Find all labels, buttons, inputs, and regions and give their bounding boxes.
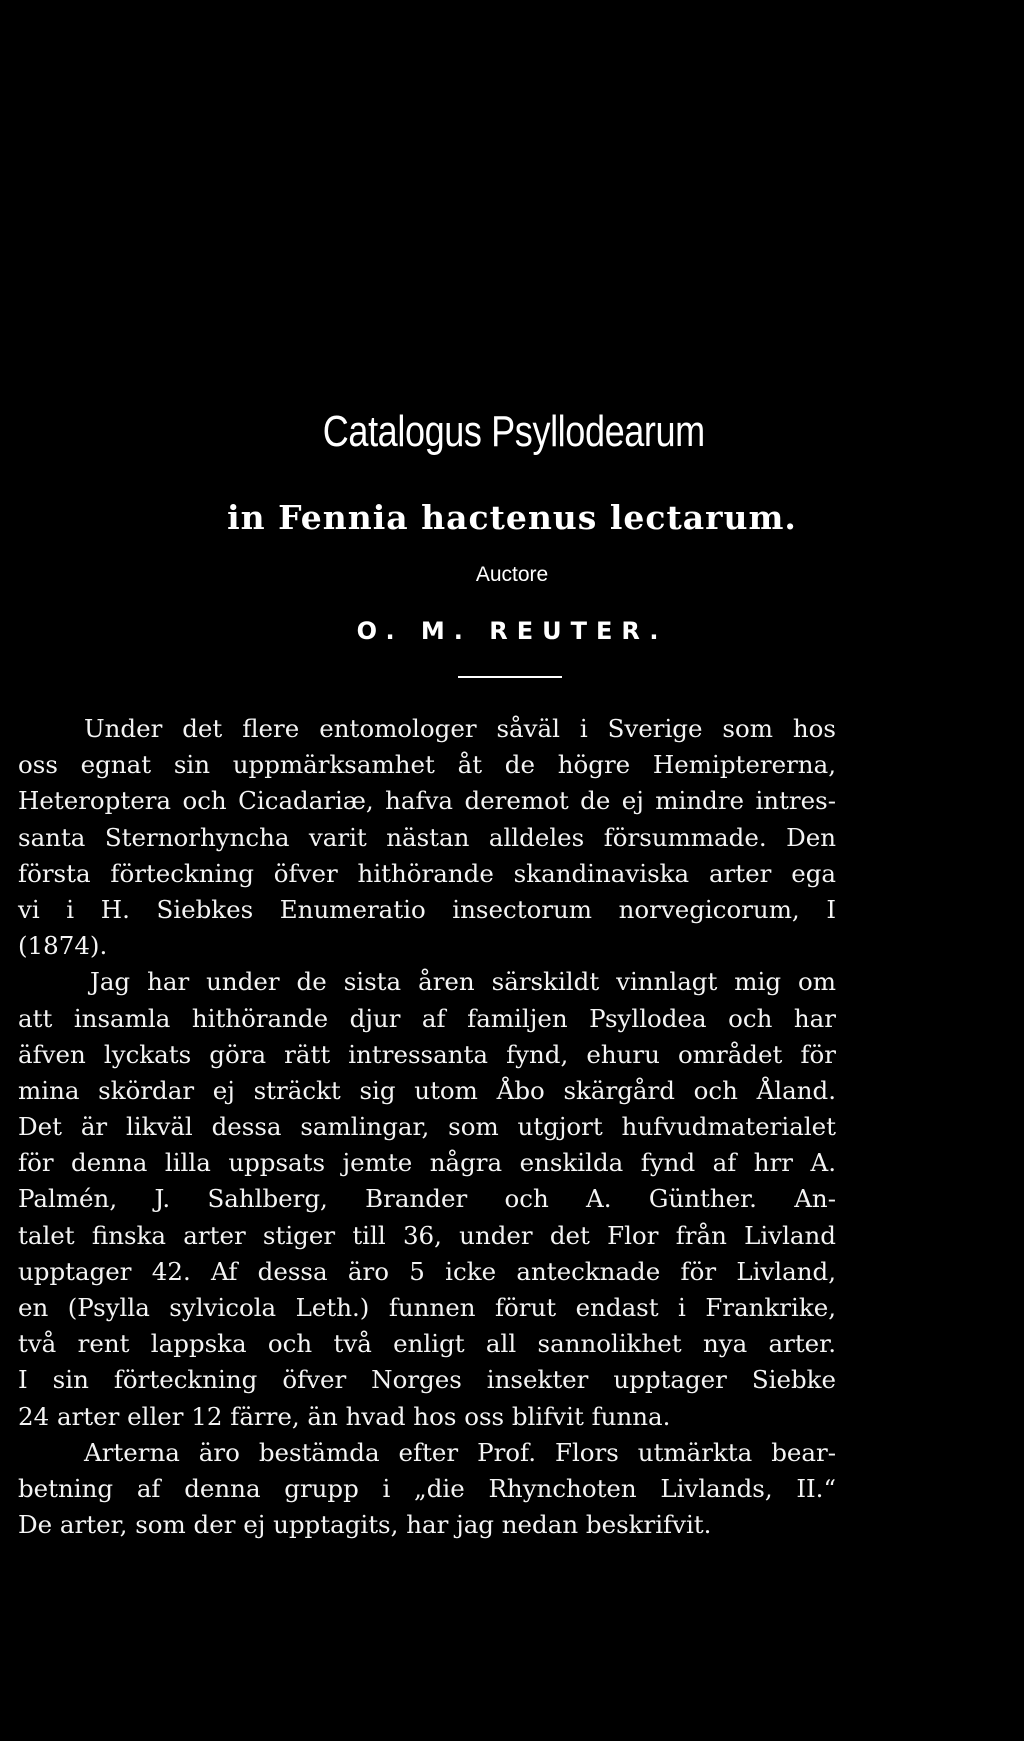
text-line: oss egnat sin uppmärksamhet åt de högre Hemiptererna, [18,750,836,780]
text-line: för denna lilla uppsats jemte några enskilda fynd af hrr A. [18,1148,836,1178]
text-line: I sin förteckning öfver Norges insekter upptager Siebke [18,1365,836,1395]
body-text [18,711,836,1543]
text-line: upptager 42. Af dessa äro 5 icke antecknade för Livland, [18,1256,836,1286]
author-name: O. M. REUTER. [356,617,668,645]
text-line: Jag har under de sista åren särskildt vinnlagt mig om [90,967,836,997]
text-line: talet finska arter stiger till 36, under det Flor från Livland [18,1220,836,1250]
auctore-label: Auctore [475,563,549,586]
text-line: 24 arter eller 12 färre, än hvad hos oss blifvit funna. [18,1401,671,1431]
text-line: (1874). [18,931,108,961]
text-line: Under det flere entomologer såväl i Sverige som hos [84,714,836,743]
text-line: vi i H. Siebkes Enumeratio insectorum norvegicorum, I [18,894,836,924]
text-line: första förteckning öfver hithörande skandinaviska arter ega [18,858,836,888]
text-line: att insamla hithörande djur af familjen Psyllodea och har [18,1003,836,1033]
text-line: en (Psylla sylvicola Leth.) funnen förut endast i Frankrike, [18,1293,836,1322]
text-line: Arterna äro bestämda efter Prof. Flors utmärkta bear- [84,1437,836,1467]
page-subtitle: in Fennia hactenus lectarum. [227,498,797,537]
text-line: Heteroptera och Cicadariæ, hafva deremot de ej mindre intres- [18,786,836,816]
text-line: Palmén, J. Sahlberg, Brander och A. Günther. An- [18,1184,836,1214]
text-line: mina skördar ej sträckt sig utom Åbo skärgård och Åland. [18,1075,836,1105]
text-line: två rent lappska och två enligt all sannolikhet nya arter. [18,1329,836,1359]
text-line: äfven lyckats göra rätt intressanta fynd, ehuru området för [18,1039,836,1069]
text-line: betning af denna grupp i „die Rhynchoten Livlands, II.“ [18,1473,836,1503]
text-line: De arter, som der ej upptagits, har jag nedan beskrifvit. [18,1510,712,1540]
text-line: Det är likväl dessa samlingar, som utgjort hufvudmaterialet [18,1112,836,1142]
page-title: Catalogus Psyllodearum [322,407,705,456]
separator-rule [458,676,562,678]
text-line: santa Sternorhyncha varit nästan alldeles försummade. Den [18,822,836,852]
